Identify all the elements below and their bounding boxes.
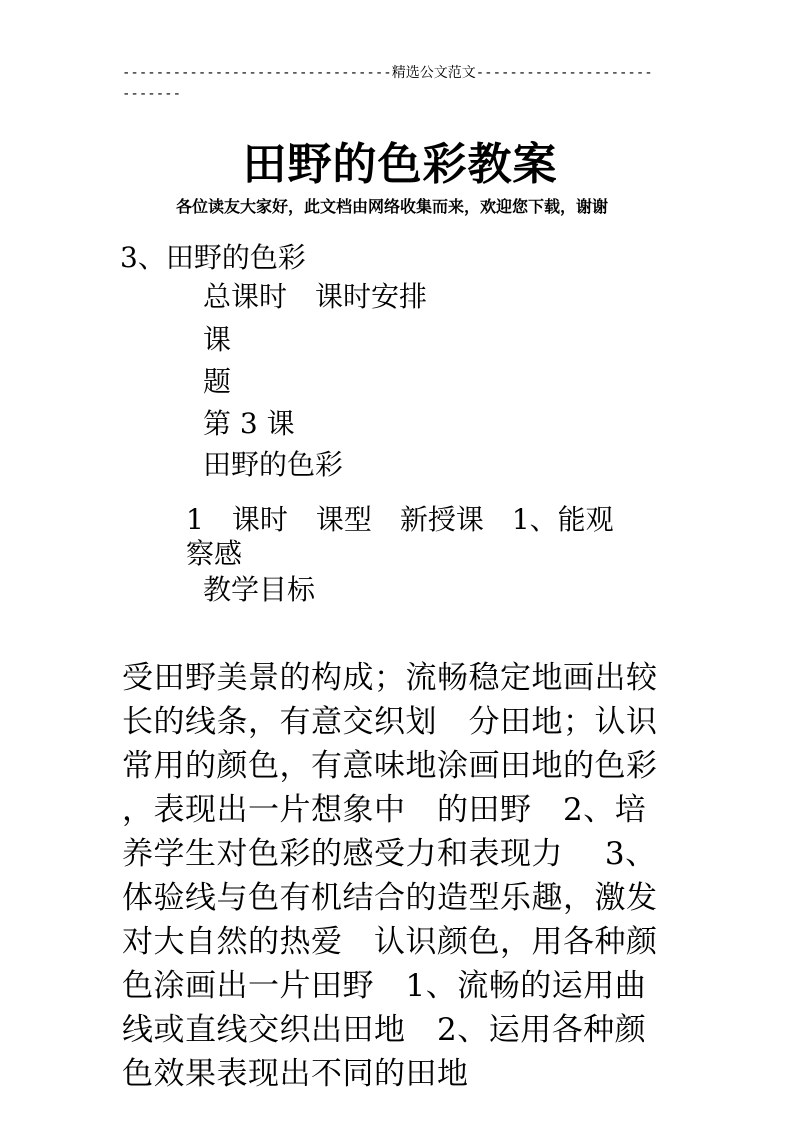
body-text-line: 对大自然的热爱 认识颜色，用各种颜 [122, 924, 658, 960]
body-text-line: 长的线条，有意交织划 分田地；认识 [122, 704, 658, 740]
lesson-info-row: 田野的色彩 [203, 448, 344, 481]
body-text-line: 体验线与色有机结合的造型乐趣，激发 [122, 880, 658, 916]
body-text-line: 常用的颜色，有意味地涂画田地的色彩 [122, 748, 658, 784]
header-dashed-line: --------------------------------精选公文范文--------------------- [122, 65, 653, 81]
header-dashed-line-continued: ------- [122, 86, 182, 102]
body-text-line: 色涂画出一片田野 1、流畅的运用曲 [122, 968, 647, 1004]
lesson-info-row: 第 3 课 [203, 407, 295, 440]
lesson-info-row: 课 [203, 323, 232, 356]
lesson-info-row: 题 [203, 365, 232, 398]
lesson-info-row: 总课时 课时安排 [203, 280, 428, 313]
body-text-line: 受田野美景的构成；流畅稳定地画出较 [122, 660, 658, 696]
lesson-info-row: 察感 [186, 537, 243, 570]
section-heading: 3、田野的色彩 [120, 241, 306, 274]
lesson-info-row: 教学目标 [203, 573, 316, 606]
body-text-line: ，表现出一片想象中 的田野 2、培 [122, 792, 647, 828]
body-text-line: 养学生对色彩的感受力和表现力 3、 [122, 836, 657, 872]
greeting-text: 各位读友大家好，此文档由网络收集而来，欢迎您下载，谢谢 [176, 197, 609, 216]
body-text-line: 色效果表现出不同的田地 [122, 1056, 469, 1092]
lesson-info-row: 1 课时 课型 新授课 1、能观 [186, 503, 614, 536]
body-text-line: 线或直线交织出田地 2、运用各种颜 [122, 1012, 647, 1048]
document-title: 田野的色彩教案 [242, 139, 558, 190]
